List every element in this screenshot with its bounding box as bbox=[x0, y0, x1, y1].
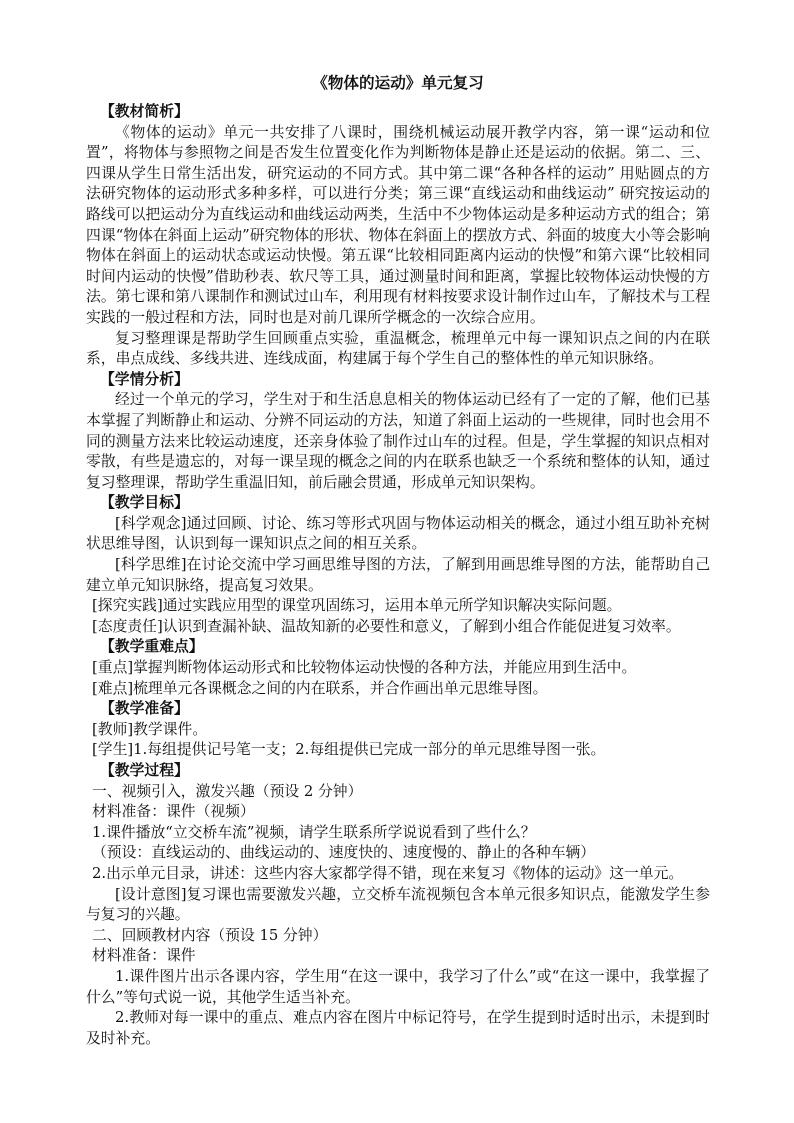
process-step2-material: 材料准备：课件 bbox=[92, 947, 196, 965]
heading-student-analysis: 【学情分析】 bbox=[100, 370, 189, 388]
goal-inquiry-practice: [探究实践]通过实践应用型的课堂巩固练习，运用本单元所学知识解决实际问题。 bbox=[92, 597, 622, 615]
heading-teaching-preparation: 【教学准备】 bbox=[100, 700, 189, 718]
goal-science-concept: [科学观念]通过回顾、讨论、练习等形式巩固与物体运动相关的概念，通过小组互助补充树状思维导图，认识到每一课知识点之间的相互关系。 bbox=[86, 514, 710, 553]
document-title: 《物体的运动》单元复习 bbox=[312, 73, 484, 92]
prep-teacher: [教师]教学课件。 bbox=[92, 720, 208, 738]
process-step1-title: 一、视频引入，激发兴趣（预设 2 分钟） bbox=[92, 782, 363, 800]
goal-attitude-responsibility: [态度责任]认识到查漏补缺、温故知新的必要性和意义，了解到小组合作能促进复习效率。 bbox=[92, 617, 681, 635]
process-step2-item1: 1.课件图片出示各课内容，学生用“在这一课中，我学习了什么”或“在这一课中，我掌握了什么”等句式说一说，其他学生适当补充。 bbox=[86, 967, 710, 1006]
process-step2-title: 二、回顾教材内容（预设 15 分钟） bbox=[92, 926, 328, 944]
process-step1-note: （预设：直线运动的、曲线运动的、速度快的、速度慢的、静止的各种车辆） bbox=[92, 844, 596, 862]
prep-student: [学生]1.每组提供记号笔一支；2.每组提供已完成一部分的单元思维导图一张。 bbox=[92, 741, 606, 759]
paragraph-textbook-analysis-1: 《物体的运动》单元一共安排了八课时，围绕机械运动展开教学内容，第一课“运动和位置”，将物体与参照物之间是否发生位置变化作为判断物体是静止还是运动的依据。第二、三、四课从学生日常生活出发，研究运动的不同方式。其中第二课“各种各样的运动” 用贴圆点的方法研究物体的运动形式多种多样，可以进行分类；第三课“直线运动和曲线运动” 研究按运动的路线可以把运动分为直线运动和曲线运动两类，生活中不少物体运动是多种运动方式的组合；第四课“物体在斜面上运动”研究物体的形状、物体在斜面上的摆放方式、斜面的坡度大小等会影响物体在斜面上的运动状态或运动快慢。第五课“比较相同距离内运动的快慢”和第六课“比较相同时间内运动的快慢”借助秒表、软尺等工具，通过测量时间和距离，掌握比较物体运动快慢的方法。第七课和第八课制作和测试过山车，利用现有材料按要求设计制作过山车，了解技术与工程实践的一般过程和方法，同时也是对前几课所学概念的一次综合应用。 bbox=[86, 123, 710, 326]
goal-science-thinking: [科学思维]在讨论交流中学习画思维导图的方法，了解到用画思维导图的方法，能帮助自己建立单元知识脉络，提高复习效果。 bbox=[86, 556, 710, 594]
heading-teaching-goals: 【教学目标】 bbox=[100, 494, 189, 512]
key-point: [重点]掌握判断物体运动形式和比较物体运动快慢的各种方法，并能应用到生活中。 bbox=[92, 659, 637, 677]
heading-textbook-analysis: 【教材简析】 bbox=[100, 103, 189, 120]
process-step1-item2: 2.出示单元目录，讲述：这些内容大家都学得不错，现在来复习《物体的运动》这一单元。 bbox=[92, 864, 684, 882]
difficult-point: [难点]梳理单元各课概念之间的内在联系，并合作画出单元思维导图。 bbox=[92, 679, 548, 697]
process-step1-item1: 1.课件播放“立交桥车流”视频，请学生联系所学说说看到了些什么？ bbox=[92, 823, 536, 841]
document-page bbox=[86, 72, 710, 1049]
process-step1-material: 材料准备：课件（视频） bbox=[92, 803, 255, 821]
process-step1-design: [设计意图]复习课也需要激发兴趣，立交桥车流视频包含本单元很多知识点，能激发学生参与复习的兴趣。 bbox=[86, 885, 710, 924]
paragraph-textbook-analysis-2: 复习整理课是帮助学生回顾重点实验，重温概念，梳理单元中每一课知识点之间的内在联系，串点成线、多线共进、连线成面，构建属于每个学生自己的整体性的单元知识脉络。 bbox=[86, 329, 710, 368]
process-step2-item2: 2.教师对每一课中的重点、难点内容在图片中标记符号，在学生提到时适时出示，未提到时及时补充。 bbox=[86, 1009, 710, 1047]
paragraph-student-analysis: 经过一个单元的学习，学生对于和生活息息相关的物体运动已经有了一定的了解，他们已基本掌握了判断静止和运动、分辨不同运动的方法，知道了斜面上运动的一些规律，同时也会用不同的测量方法来比较运动速度，还亲身体验了制作过山车的过程。但是，学生掌握的知识点相对零散，有些是遗忘的，对每一课呈现的概念之间的内在联系也缺乏一个系统和整体的认知，通过复习整理课，帮助学生重温旧知，前后融会贯通，形成单元知识架构。 bbox=[86, 391, 710, 491]
heading-key-difficult-points: 【教学重难点】 bbox=[100, 638, 204, 656]
heading-teaching-process: 【教学过程】 bbox=[100, 762, 189, 779]
